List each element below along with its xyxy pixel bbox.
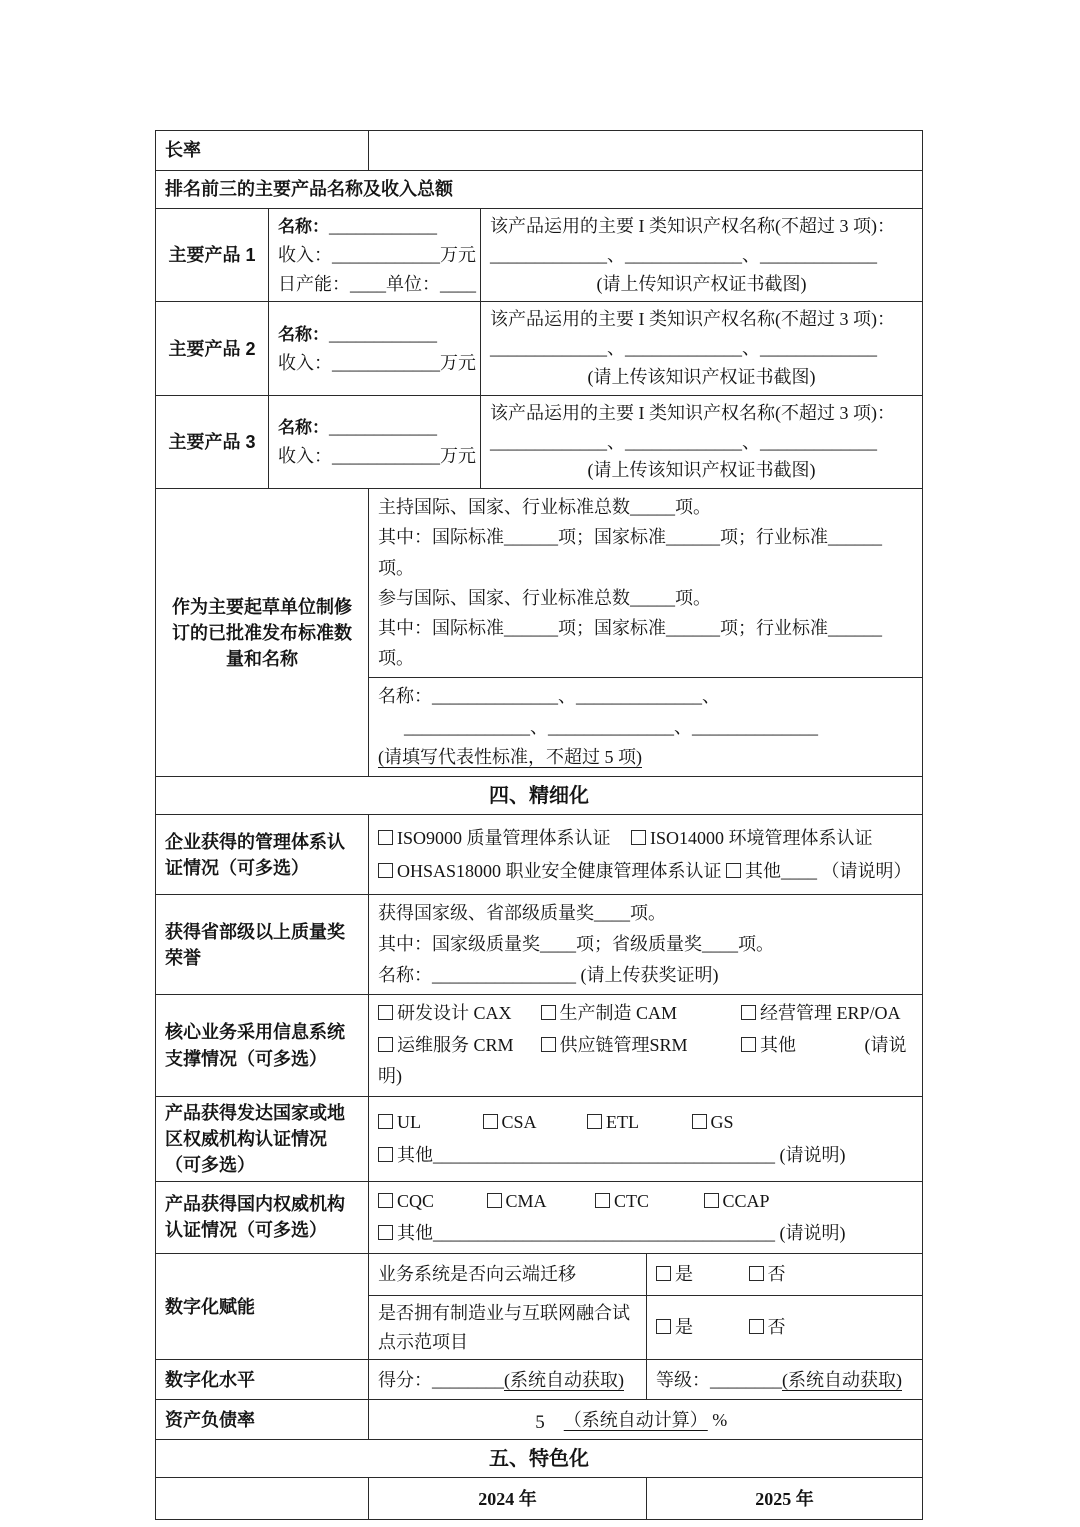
digital-level-score-cell xyxy=(369,1360,647,1400)
checkbox-option-gs[interactable]: GS xyxy=(692,1106,734,1139)
form-table xyxy=(155,130,923,1520)
intl-cert-other-blank-field[interactable]: ______________________________________ xyxy=(433,1144,775,1165)
checkbox-icon[interactable] xyxy=(595,1193,610,1208)
product-3-name-label: 名称： xyxy=(278,418,329,438)
digital-level-grade-cell xyxy=(647,1360,923,1400)
checkbox-option-domestic-other[interactable]: 其他 xyxy=(378,1217,433,1249)
grade-label: 等级： xyxy=(656,1369,710,1390)
score-label: 得分： xyxy=(378,1369,432,1390)
row-product-3 xyxy=(156,395,923,488)
debt-ratio-suffix: % xyxy=(712,1409,728,1430)
standards-names-line1-field[interactable]: ______________、______________、 xyxy=(432,685,720,706)
intl-cert-cell xyxy=(369,1096,923,1181)
quality-award-name-label: 名称： xyxy=(378,965,432,986)
product-1-income-blank-field[interactable]: ____________ xyxy=(332,244,440,265)
intl-cert-label: 产品获得发达国家或地区权威机构认证情况（可多选） xyxy=(156,1096,369,1181)
checkbox-option-iso14000[interactable]: ISO14000 环境管理体系认证 xyxy=(631,822,873,855)
checkbox-icon[interactable] xyxy=(704,1193,719,1208)
checkbox-option-mgmt-other[interactable]: 其他____ xyxy=(726,855,817,888)
checkbox-icon[interactable] xyxy=(726,863,741,878)
grade-blank-field[interactable]: ________ xyxy=(710,1369,782,1390)
checkbox-icon[interactable] xyxy=(741,1005,756,1020)
product-3-income-label: 收入： xyxy=(278,445,332,466)
product-2-income-label: 收入： xyxy=(278,352,332,373)
domestic-cert-label: 产品获得国内权威机构认证情况（可多选） xyxy=(156,1182,369,1254)
standards-label: 作为主要起草单位制修订的已批准发布标准数量和名称 xyxy=(156,489,369,777)
quality-award-name-note: (请上传获奖证明) xyxy=(580,965,719,986)
checkbox-icon[interactable] xyxy=(378,1005,393,1020)
checkbox-option-srm[interactable]: 供应链管理SRM xyxy=(541,1030,737,1062)
checkbox-option-csa[interactable]: CSA xyxy=(483,1106,583,1139)
product-3-name-blank-field[interactable]: ____________ xyxy=(329,417,437,438)
digital-empower-q1: 业务系统是否向云端迁移 xyxy=(369,1253,647,1295)
domestic-cert-other-blank-field[interactable]: ______________________________________ xyxy=(433,1223,775,1244)
checkbox-option-ctc[interactable]: CTC xyxy=(595,1185,699,1217)
checkbox-icon[interactable] xyxy=(541,1037,556,1052)
mgmt-cert-cell xyxy=(369,815,923,895)
row-product-2 xyxy=(156,302,923,395)
mgmt-cert-label: 企业获得的管理体系认证情况（可多选） xyxy=(156,815,369,895)
row-mgmt-cert xyxy=(156,815,923,895)
checkbox-option-ul[interactable]: UL xyxy=(378,1106,478,1139)
standards-counts-cell xyxy=(369,489,923,677)
debt-ratio-label: 资产负债率 xyxy=(156,1400,369,1440)
row-quality-award xyxy=(156,895,923,995)
domestic-cert-note: (请说明) xyxy=(779,1223,846,1244)
growth-rate-value-field[interactable] xyxy=(369,131,923,171)
digital-empower-q2: 是否拥有制造业与互联网融合试点示范项目 xyxy=(369,1295,647,1360)
row-standards-counts xyxy=(156,489,923,677)
checkbox-icon[interactable] xyxy=(378,1147,393,1162)
checkbox-option-crm[interactable]: 运维服务 CRM xyxy=(378,1030,536,1062)
product-1-income-unit: 万元 xyxy=(440,244,476,265)
product-1-ip-cell xyxy=(481,209,923,302)
page-number: 5 xyxy=(535,1412,545,1433)
section4-title: 四、精细化 xyxy=(156,777,923,815)
checkbox-option-ccap[interactable]: CCAP xyxy=(704,1185,770,1217)
debt-ratio-auto-note: （系统自动计算） xyxy=(563,1409,708,1430)
checkbox-icon[interactable] xyxy=(541,1005,556,1020)
checkbox-icon[interactable] xyxy=(749,1266,764,1281)
quality-award-line2: 其中：国家级质量奖____项；省级质量奖____项。 xyxy=(378,934,774,955)
product-1-ip-title: 该产品运用的主要 I 类知识产权名称(不超过 3 项)： xyxy=(490,216,895,236)
checkbox-option-pilot-yes[interactable]: 是 xyxy=(656,1313,744,1342)
intl-cert-note: (请说明) xyxy=(779,1144,846,1165)
score-blank-field[interactable]: ________ xyxy=(432,1369,504,1390)
product-3-income-blank-field[interactable]: ____________ xyxy=(332,445,440,466)
row-info-system xyxy=(156,995,923,1097)
checkbox-option-cax[interactable]: 研发设计 CAX xyxy=(378,998,536,1030)
standards-names-label: 名称： xyxy=(378,685,432,706)
checkbox-icon[interactable] xyxy=(487,1193,502,1208)
digital-empower-label: 数字化赋能 xyxy=(156,1253,369,1360)
standards-names-cell xyxy=(369,677,923,777)
standards-line-host-total: 主持国际、国家、行业标准总数_____项。 xyxy=(378,497,711,518)
section5-title: 五、特色化 xyxy=(156,1440,923,1478)
checkbox-icon[interactable] xyxy=(378,1114,393,1129)
checkbox-option-info-other[interactable]: 其他 xyxy=(741,1030,796,1062)
product-2-name-blank-field[interactable]: ____________ xyxy=(329,323,437,344)
quality-award-line1: 获得国家级、省部级质量奖____项。 xyxy=(378,903,666,924)
mgmt-cert-note: （请说明） xyxy=(821,860,912,881)
quality-award-label: 获得省部级以上质量奖荣誉 xyxy=(156,895,369,995)
row-growth-rate xyxy=(156,131,923,171)
growth-rate-label: 长率 xyxy=(156,131,369,171)
checkbox-option-cma[interactable]: CMA xyxy=(487,1185,591,1217)
checkbox-icon[interactable] xyxy=(656,1266,671,1281)
checkbox-icon[interactable] xyxy=(631,830,646,845)
product-1-capacity-blank2-field[interactable]: ____ xyxy=(440,273,476,294)
top3-header: 排名前三的主要产品名称及收入总额 xyxy=(156,171,923,209)
standards-line-join-detail: 其中：国际标准______项；国家标准______项；行业标准______项。 xyxy=(378,618,882,669)
checkbox-option-cloud-no[interactable]: 否 xyxy=(749,1260,786,1289)
product-3-income-unit: 万元 xyxy=(440,445,476,466)
checkbox-icon[interactable] xyxy=(378,1225,393,1240)
info-system-cell xyxy=(369,995,923,1097)
row-digital-empower-1 xyxy=(156,1253,923,1295)
quality-award-cell xyxy=(369,895,923,995)
row-domestic-cert xyxy=(156,1182,923,1254)
product-1-basic-cell xyxy=(269,209,481,302)
score-auto-note: (系统自动获取) xyxy=(504,1369,624,1390)
product-3-ip-note: (请上传该知识产权证书截图) xyxy=(587,460,816,481)
checkbox-icon[interactable] xyxy=(741,1037,756,1052)
product-1-ip-note: (请上传知识产权证书截图) xyxy=(596,273,807,294)
row-section4 xyxy=(156,777,923,815)
checkbox-option-etl[interactable]: ETL xyxy=(587,1106,687,1139)
digital-empower-a2-cell xyxy=(647,1295,923,1360)
standards-names-line2-field[interactable]: ______________、______________、______________ xyxy=(404,716,818,737)
product-2-label: 主要产品 2 xyxy=(156,302,269,395)
product-1-income-label: 收入： xyxy=(278,244,332,265)
product-1-label: 主要产品 1 xyxy=(156,209,269,302)
product-2-basic-cell xyxy=(269,302,481,395)
row-digital-level xyxy=(156,1360,923,1400)
checkbox-icon[interactable] xyxy=(587,1114,602,1129)
grade-auto-note: (系统自动获取) xyxy=(782,1369,902,1390)
year-2025-header: 2025 年 xyxy=(647,1478,923,1520)
product-1-ip-blanks-field[interactable]: _____________、_____________、_____________ xyxy=(490,244,877,265)
product-2-ip-blanks-field[interactable]: _____________、_____________、_____________ xyxy=(490,338,877,359)
row-intl-cert xyxy=(156,1096,923,1181)
checkbox-option-intl-other[interactable]: 其他 xyxy=(378,1139,433,1172)
row-product-1 xyxy=(156,209,923,302)
standards-line-join-total: 参与国际、国家、行业标准总数_____项。 xyxy=(378,587,711,608)
product-3-ip-cell xyxy=(481,395,923,488)
info-system-label: 核心业务采用信息系统支撑情况（可多选） xyxy=(156,995,369,1097)
row-top3-header xyxy=(156,171,923,209)
standards-line-host-detail: 其中：国际标准______项；国家标准______项；行业标准______项。 xyxy=(378,527,882,578)
checkbox-icon[interactable] xyxy=(378,830,393,845)
checkbox-icon[interactable] xyxy=(656,1319,671,1334)
year-row-empty-cell xyxy=(156,1478,369,1520)
row-section5 xyxy=(156,1440,923,1478)
checkbox-icon[interactable] xyxy=(378,1193,393,1208)
product-3-basic-cell xyxy=(269,395,481,488)
product-1-name-blank-field[interactable]: ____________ xyxy=(329,216,437,236)
checkbox-option-iso9000[interactable]: ISO9000 质量管理体系认证 xyxy=(378,822,611,855)
info-system-note: (请说明) xyxy=(378,1034,907,1087)
checkbox-icon[interactable] xyxy=(378,863,393,878)
checkbox-option-cam[interactable]: 生产制造 CAM xyxy=(541,998,737,1030)
checkbox-icon[interactable] xyxy=(483,1114,498,1129)
checkbox-option-cqc[interactable]: CQC xyxy=(378,1185,482,1217)
year-2024-header: 2024 年 xyxy=(369,1478,647,1520)
product-1-capacity-label: 日产能： xyxy=(278,273,350,294)
checkbox-icon[interactable] xyxy=(692,1114,707,1129)
domestic-cert-cell xyxy=(369,1182,923,1254)
checkbox-icon[interactable] xyxy=(749,1319,764,1334)
product-1-capacity-unit-label: 单位： xyxy=(386,273,440,294)
product-3-ip-blanks-field[interactable]: _____________、_____________、_____________ xyxy=(490,431,877,452)
checkbox-option-erp-oa[interactable]: 经营管理 ERP/OA xyxy=(741,998,901,1030)
quality-award-name-blank-field[interactable]: ________________ xyxy=(432,965,576,986)
standards-names-note: (请填写代表性标准，不超过 5 项) xyxy=(378,747,642,768)
product-3-ip-title: 该产品运用的主要 I 类知识产权名称(不超过 3 项)： xyxy=(490,402,895,423)
checkbox-option-pilot-no[interactable]: 否 xyxy=(749,1313,786,1342)
product-1-capacity-blank1-field[interactable]: ____ xyxy=(350,273,386,294)
product-2-ip-note: (请上传该知识产权证书截图) xyxy=(587,366,816,387)
checkbox-icon[interactable] xyxy=(378,1037,393,1052)
checkbox-option-cloud-yes[interactable]: 是 xyxy=(656,1260,744,1289)
product-2-income-unit: 万元 xyxy=(440,352,476,373)
checkbox-option-ohsas18000[interactable]: OHSAS18000 职业安全健康管理体系认证 xyxy=(378,855,722,888)
product-1-name-label: 名称： xyxy=(278,217,329,236)
product-2-ip-title: 该产品运用的主要 I 类知识产权名称(不超过 3 项)： xyxy=(490,309,895,330)
digital-empower-a1-cell xyxy=(647,1253,923,1295)
row-years xyxy=(156,1478,923,1520)
product-2-name-label: 名称： xyxy=(278,324,329,344)
product-2-ip-cell xyxy=(481,302,923,395)
product-2-income-blank-field[interactable]: ____________ xyxy=(332,352,440,373)
digital-level-label: 数字化水平 xyxy=(156,1360,369,1400)
product-3-label: 主要产品 3 xyxy=(156,395,269,488)
